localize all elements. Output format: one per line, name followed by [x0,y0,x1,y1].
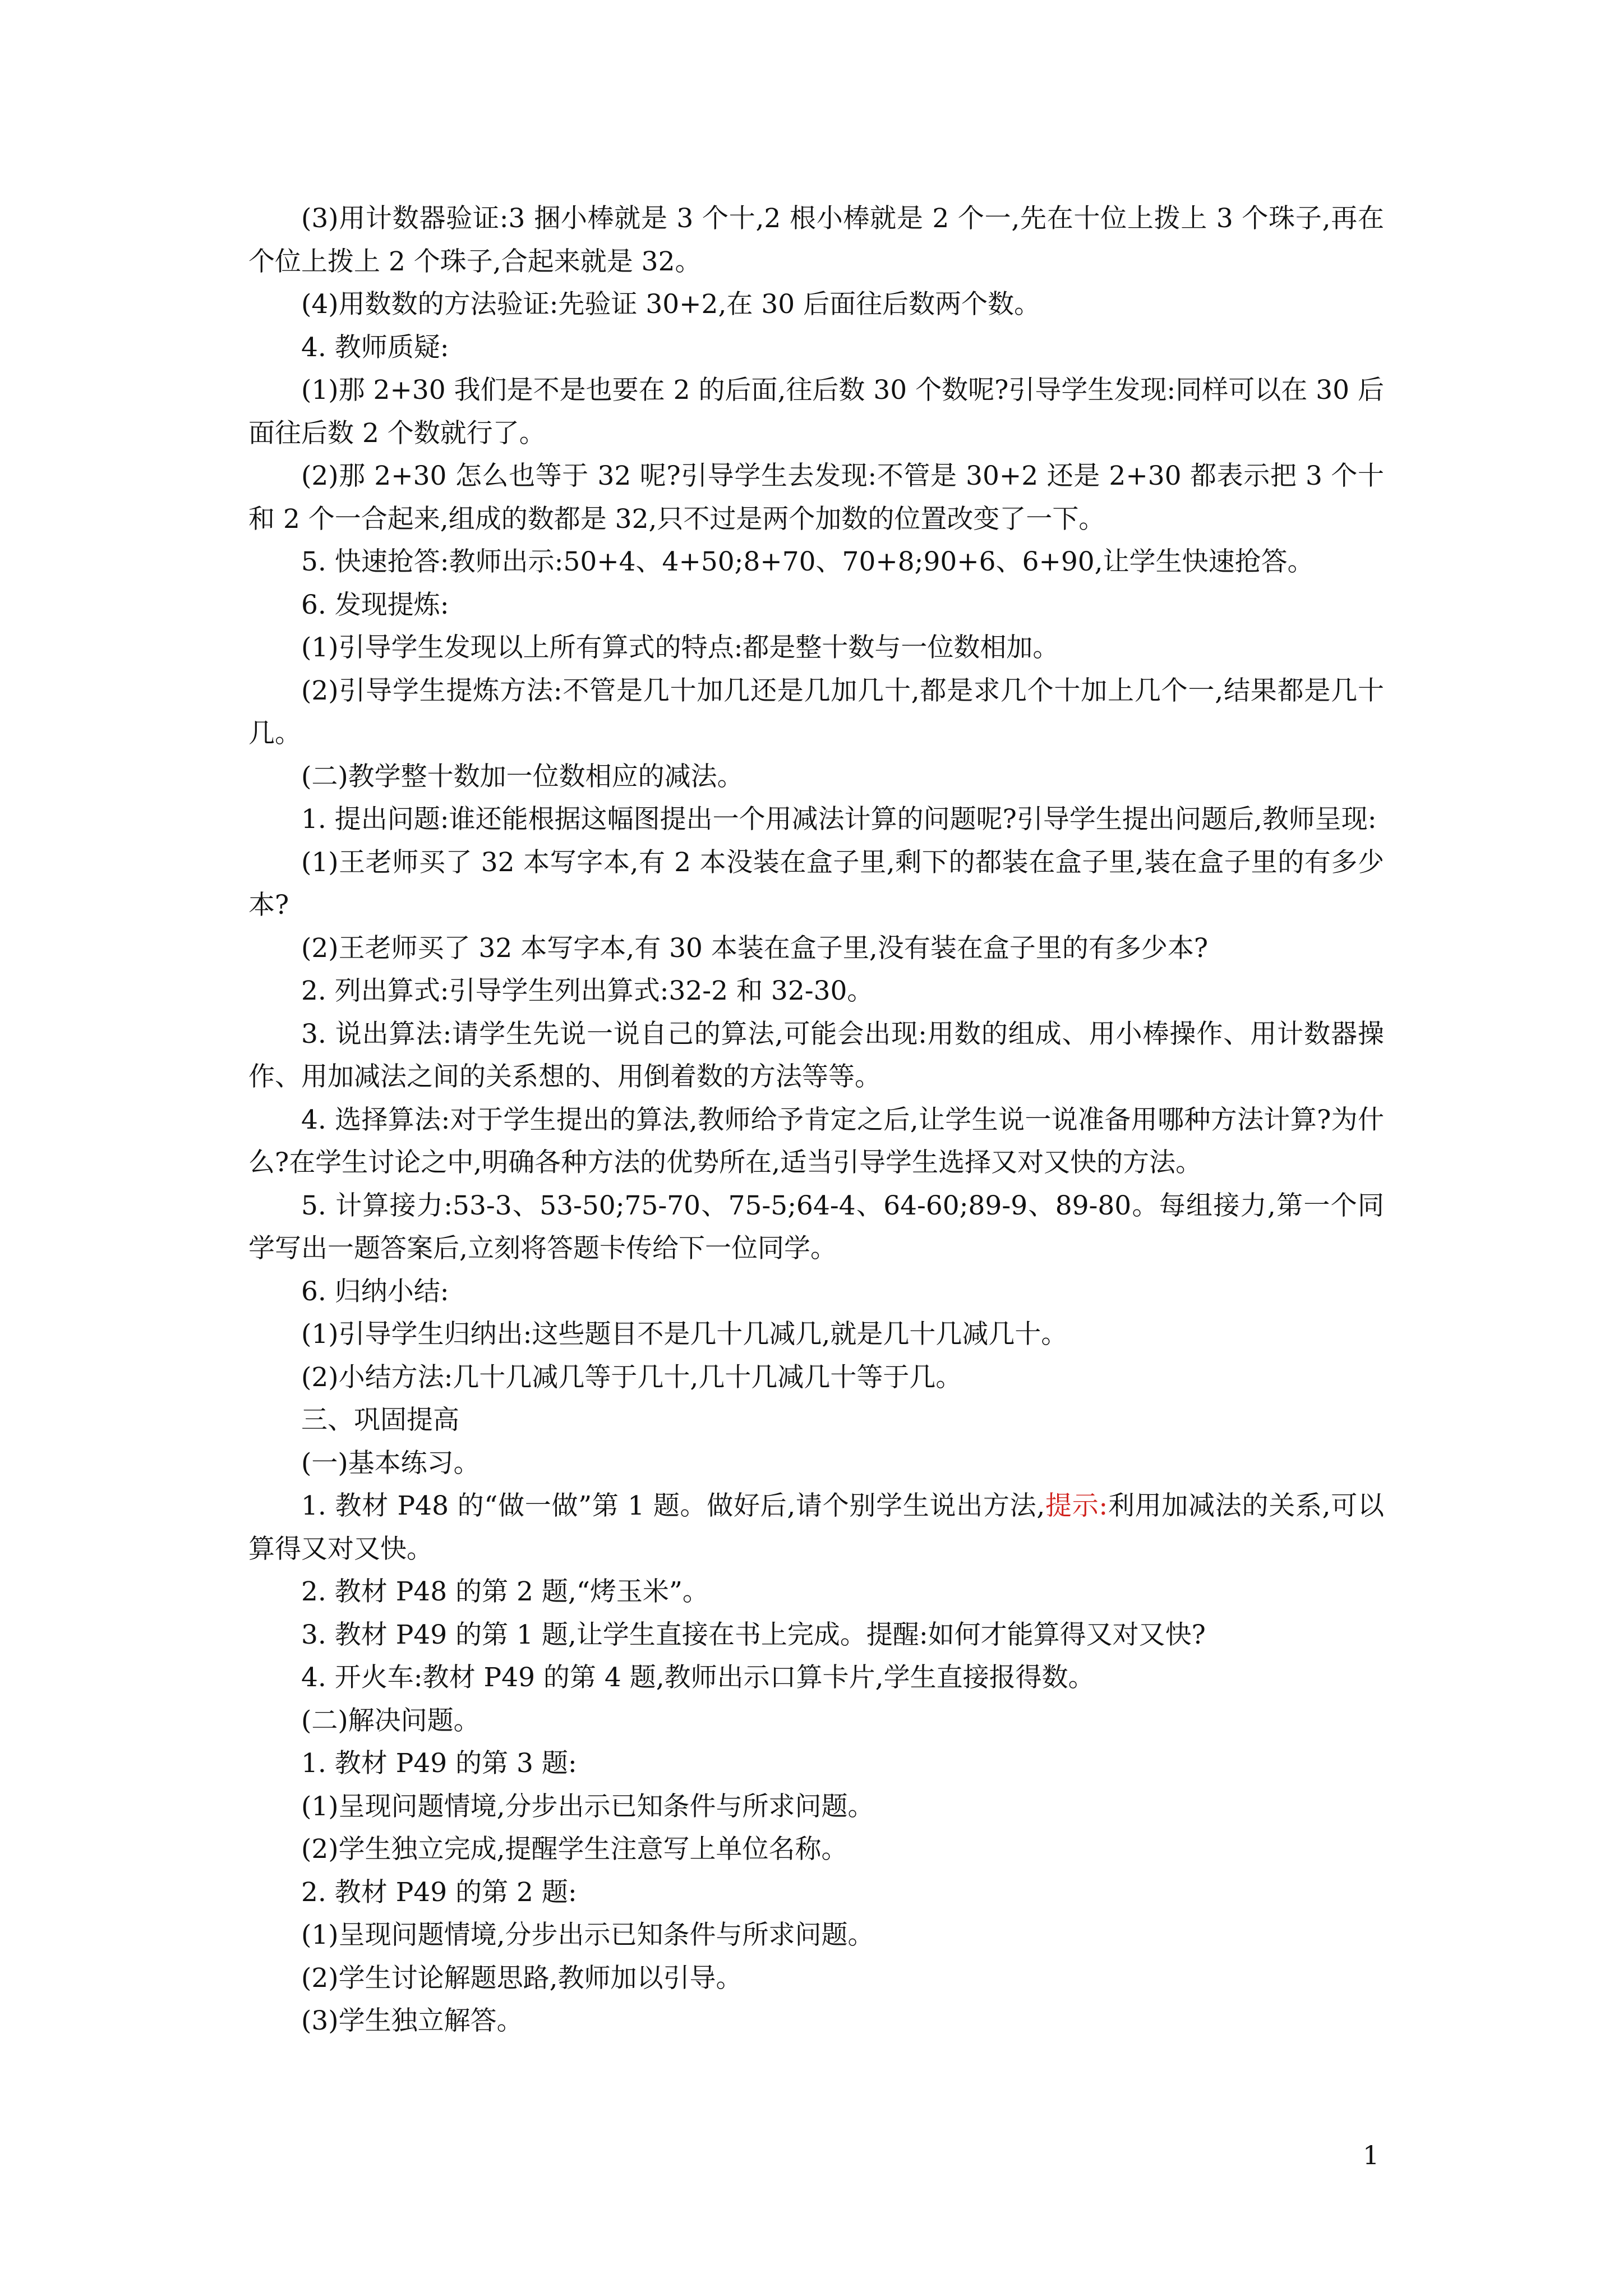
paragraph-question-2: (2)那 2+30 怎么也等于 32 呢?引导学生去发现:不管是 30+2 还是 2+30 都表示把 3 个十和 2 个一合起来,组成的数都是 32,只不过是两个加数的位置改变了一下。 [248,461,1384,535]
heading-solve-problems: (二)解决问题。 [301,1705,480,1736]
heading-discover: 6. 发现提炼: [301,589,449,620]
paragraph-step-1b: (1)呈现问题情境,分步出示已知条件与所求问题。 [301,1920,874,1950]
heading-summary: 6. 归纳小结: [301,1276,449,1307]
exercise-1-text: 1. 教材 P48 的“做一做”第 1 题。做好后,请个别学生说出方法, [301,1490,1045,1521]
paragraph-say-method: 3. 说出算法:请学生先说一说自己的算法,可能会出现:用数的组成、用小棒操作、用计数器操作、用加减法之间的关系想的、用倒着数的方法等等。 [248,1018,1384,1092]
paragraph-relay: 5. 计算接力:53-3、53-50;75-70、75-5;64-4、64-60;89-9、89-80。每组接力,第一个同学写出一题答案后,立刻将答题卡传给下一位同学。 [248,1190,1384,1264]
heading-basic-practice: (一)基本练习。 [301,1447,480,1479]
paragraph-discover-1: (1)引导学生发现以上所有算式的特点:都是整十数与一位数相加。 [301,632,1059,663]
paragraph-exercise-4: 4. 开火车:教材 P49 的第 4 题,教师出示口算卡片,学生直接报得数。 [301,1662,1095,1693]
paragraph-step-2a: (2)学生独立完成,提醒学生注意写上单位名称。 [301,1834,848,1865]
heading-subtraction: (二)教学整十数加一位数相应的减法。 [301,761,744,792]
paragraph-exercise-2: 2. 教材 P48 的第 2 题,“烤玉米”。 [301,1576,709,1607]
paragraph-problem-1: (1)王老师买了 32 本写字本,有 2 本没装在盒子里,剩下的都装在盒子里,装在盒子里的有多少本? [248,846,1384,921]
paragraph-step-3b: (3)学生独立解答。 [301,2005,523,2036]
paragraph-step-2b: (2)学生讨论解题思路,教师加以引导。 [301,1962,743,1994]
paragraph-problem-set-3: 1. 教材 P49 的第 3 题: [301,1748,577,1779]
paragraph-pose-problem: 1. 提出问题:谁还能根据这幅图提出一个用减法计算的问题呢?引导学生提出问题后,教师呈现: [301,804,1377,835]
document-body [248,197,1384,2043]
paragraph-list-formula: 2. 列出算式:引导学生列出算式:32-2 和 32-30。 [301,976,874,1006]
paragraph-summary-1: (1)引导学生归纳出:这些题目不是几十几减几,就是几十几减几十。 [301,1319,1068,1350]
paragraph-quick-answer: 5. 快速抢答:教师出示:50+4、4+50;8+70、70+8;90+6、6+90,让学生快速抢答。 [301,546,1314,577]
paragraph-discover-2: (2)引导学生提炼方法:不管是几十加几还是几加几十,都是求几个十加上几个一,结果都是几十几。 [248,675,1384,749]
paragraph-question-1: (1)那 2+30 我们是不是也要在 2 的后面,往后数 30 个数呢?引导学生发现:同样可以在 30 后面往后数 2 个数就行了。 [248,375,1384,449]
tip-label: 提示: [1045,1490,1108,1521]
paragraph-choose-method: 4. 选择算法:对于学生提出的算法,教师给予肯定之后,让学生说一说准备用哪种方法计算?为什么?在学生讨论之中,明确各种方法的优势所在,适当引导学生选择又对又快的方法。 [248,1104,1384,1178]
exercise-1-tip-text: 利用加减法的关系,可以算得又对又快。 [248,1490,1384,1565]
paragraph-verify-counting: (4)用数数的方法验证:先验证 30+2,在 30 后面往后数两个数。 [301,289,1041,320]
paragraph-step-1a: (1)呈现问题情境,分步出示已知条件与所求问题。 [301,1791,874,1822]
paragraph-problem-set-2: 2. 教材 P49 的第 2 题: [301,1876,577,1908]
page-number: 1 [1363,2140,1380,2170]
paragraph-exercise-3: 3. 教材 P49 的第 1 题,让学生直接在书上完成。提醒:如何才能算得又对又快? [301,1619,1206,1650]
paragraph-exercise-1 [248,1485,1384,1571]
heading-teacher-question: 4. 教师质疑: [301,332,449,363]
paragraph-verify-counter: (3)用计数器验证:3 捆小棒就是 3 个十,2 根小棒就是 2 个一,先在十位上拨上 3 个珠子,再在个位上拨上 2 个珠子,合起来就是 32。 [248,203,1384,277]
heading-consolidate: 三、巩固提高 [301,1405,459,1435]
paragraph-summary-2: (2)小结方法:几十几减几等于几十,几十几减几十等于几。 [301,1361,962,1393]
paragraph-problem-2: (2)王老师买了 32 本写字本,有 30 本装在盒子里,没有装在盒子里的有多少本? [301,932,1209,964]
